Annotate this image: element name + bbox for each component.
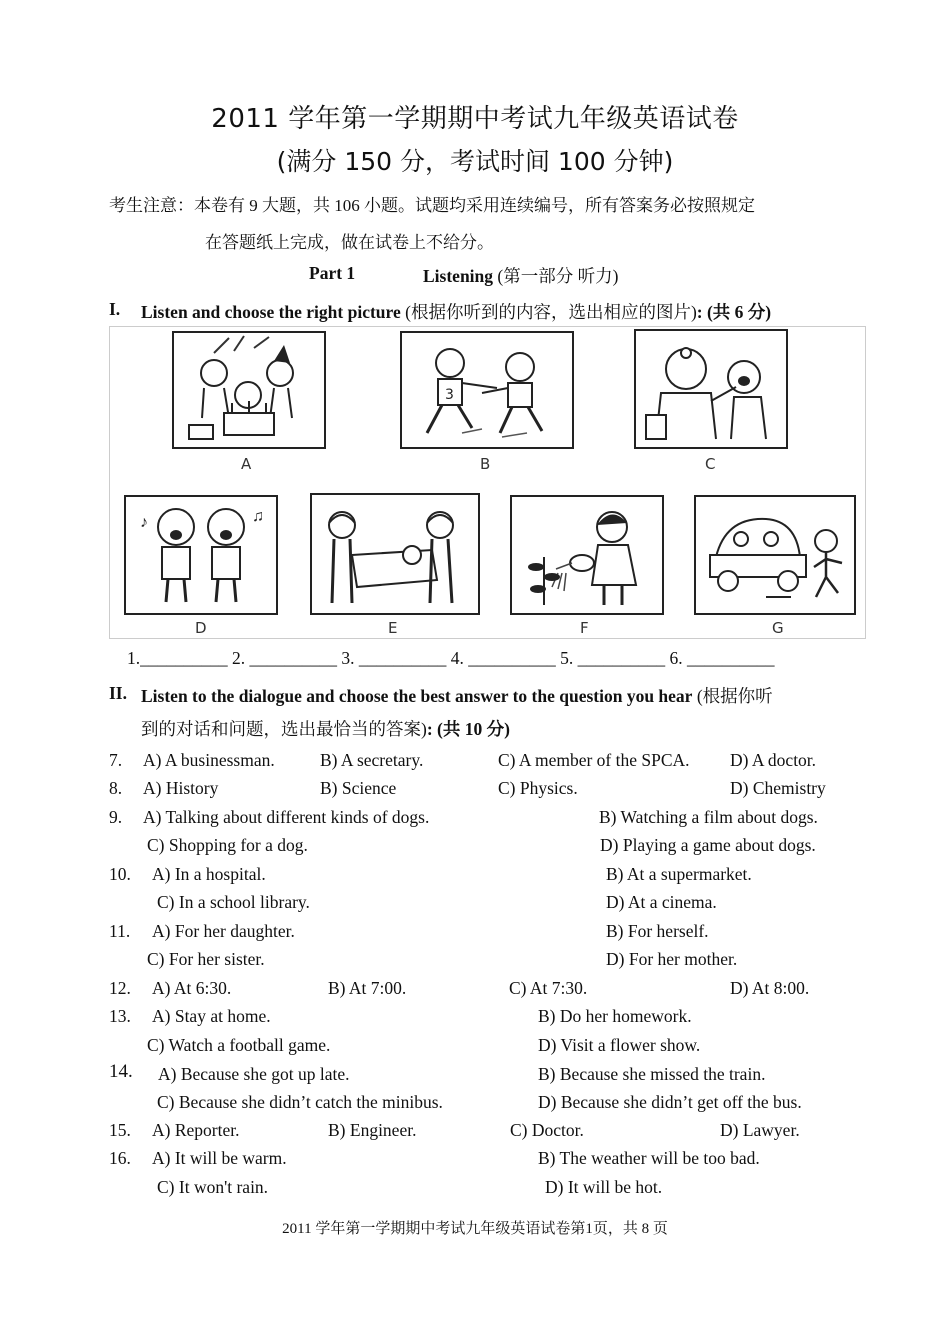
part-name: Listening xyxy=(423,266,494,286)
question-option: D) It will be hot. xyxy=(545,1177,663,1197)
question-number: 7. xyxy=(109,750,123,770)
section1-heading xyxy=(141,299,771,324)
question-option: A) History xyxy=(143,778,219,798)
section1-answer-blanks: 1.__________ 2. __________ 3. __________ 4. __________ 5. __________ 6. __________ xyxy=(127,648,775,668)
question-option: C) In a school library. xyxy=(157,892,310,912)
picture-b-running-illustration xyxy=(400,331,574,449)
notice-line-2: 在答题纸上完成，做在试卷上不给分。 xyxy=(205,233,494,252)
picture-a-party-illustration xyxy=(172,331,326,449)
question-option: A) Stay at home. xyxy=(152,1006,271,1026)
section1-cn: (根据你听到的内容，选出相应的图片) xyxy=(405,302,697,322)
question-option: A) A businessman. xyxy=(143,750,275,770)
question-option: D) Lawyer. xyxy=(720,1120,800,1140)
picture-label-c: C xyxy=(705,455,716,473)
picture-f-watering-illustration xyxy=(510,495,664,615)
question-option: D) For her mother. xyxy=(606,949,738,969)
section2-heading-line-1 xyxy=(141,683,773,708)
question-option: B) At a supermarket. xyxy=(606,864,752,884)
question-option: C) Shopping for a dog. xyxy=(147,835,308,855)
question-option: C) Because she didn’t catch the minibus. xyxy=(157,1092,443,1112)
svg-text:3: 3 xyxy=(445,387,454,403)
question-number: 9. xyxy=(109,807,123,827)
question-option: B) Watching a film about dogs. xyxy=(599,807,818,827)
picture-e-rescue-illustration xyxy=(310,493,480,615)
question-option: D) A doctor. xyxy=(730,750,817,770)
question-number: 13. xyxy=(109,1006,131,1026)
question-number: 15. xyxy=(109,1120,131,1140)
question-option: B) Because she missed the train. xyxy=(538,1064,766,1084)
question-number: 14. xyxy=(109,1061,133,1082)
question-option: D) Playing a game about dogs. xyxy=(600,835,816,855)
question-option: C) For her sister. xyxy=(147,949,265,969)
question-number: 12. xyxy=(109,978,131,998)
question-option: C) Watch a football game. xyxy=(147,1035,331,1055)
svg-text:♪: ♪ xyxy=(140,514,148,531)
picture-label-d: D xyxy=(195,619,207,637)
section1-points: : (共 6 分) xyxy=(696,302,772,322)
question-option: A) Because she got up late. xyxy=(158,1064,350,1084)
question-option: C) Physics. xyxy=(498,778,578,798)
question-option: C) At 7:30. xyxy=(509,978,588,998)
question-option: B) The weather will be too bad. xyxy=(538,1148,760,1168)
question-number: 11. xyxy=(109,921,131,941)
question-number: 16. xyxy=(109,1148,131,1168)
picture-d-singing-illustration xyxy=(124,495,278,615)
notice-line-1: 考生注意：本卷有 9 大题，共 106 小题。试题均采用连续编号，所有答案务必按照规定 xyxy=(109,196,755,215)
question-option: B) At 7:00. xyxy=(328,978,407,998)
picture-c-doctor-illustration xyxy=(634,329,788,449)
question-option: A) Talking about different kinds of dogs. xyxy=(143,807,430,827)
section1-num: I. xyxy=(109,299,121,319)
question-number: 10. xyxy=(109,864,131,884)
question-option: A) For her daughter. xyxy=(152,921,295,941)
question-option: D) Visit a flower show. xyxy=(538,1035,701,1055)
question-option: B) For herself. xyxy=(606,921,709,941)
picture-g-car-illustration xyxy=(694,495,856,615)
section2-heading-line-2 xyxy=(141,716,510,741)
svg-text:♫: ♫ xyxy=(252,508,264,525)
question-option: A) It will be warm. xyxy=(152,1148,287,1168)
page-footer: 2011 学年第一学期期中考试九年级英语试卷第1页，共 8 页 xyxy=(282,1221,668,1237)
question-option: B) Engineer. xyxy=(328,1120,417,1140)
question-option: B) Do her homework. xyxy=(538,1006,692,1026)
question-option: B) Science xyxy=(320,778,397,798)
question-option: A) In a hospital. xyxy=(152,864,266,884)
part-label: Part 1 xyxy=(309,263,356,283)
question-option: C) Doctor. xyxy=(510,1120,584,1140)
section2-num: II. xyxy=(109,683,127,703)
part-cn: (第一部分 听力) xyxy=(497,266,619,286)
question-option: D) At a cinema. xyxy=(606,892,717,912)
section2-cn-1: (根据你听 xyxy=(696,686,773,706)
question-option: C) A member of the SPCA. xyxy=(498,750,690,770)
picture-label-b: B xyxy=(480,455,491,473)
page-title: 2011 学年第一学期期中考试九年级英语试卷 xyxy=(211,104,739,134)
picture-label-a: A xyxy=(241,455,252,473)
question-option: C) It won't rain. xyxy=(157,1177,269,1197)
question-option: D) At 8:00. xyxy=(730,978,810,998)
question-number: 8. xyxy=(109,778,123,798)
section2-cn-2: 到的对话和问题，选出最恰当的答案) xyxy=(141,719,427,739)
picture-label-f: F xyxy=(580,619,589,637)
question-option: D) Chemistry xyxy=(730,778,826,798)
picture-label-e: E xyxy=(388,619,398,637)
question-option: D) Because she didn’t get off the bus. xyxy=(538,1092,802,1112)
question-option: A) At 6:30. xyxy=(152,978,232,998)
picture-figure xyxy=(109,326,866,639)
picture-label-g: G xyxy=(772,619,784,637)
page-subtitle: (满分 150 分，考试时间 100 分钟) xyxy=(276,147,674,176)
section1-title: Listen and choose the right picture xyxy=(141,302,401,322)
question-option: B) A secretary. xyxy=(320,750,424,770)
question-option: A) Reporter. xyxy=(152,1120,240,1140)
part-heading xyxy=(423,263,618,288)
section2-points: : (共 10 分) xyxy=(426,719,510,739)
section2-title: Listen to the dialogue and choose the best answer to the question you hear xyxy=(141,686,693,706)
